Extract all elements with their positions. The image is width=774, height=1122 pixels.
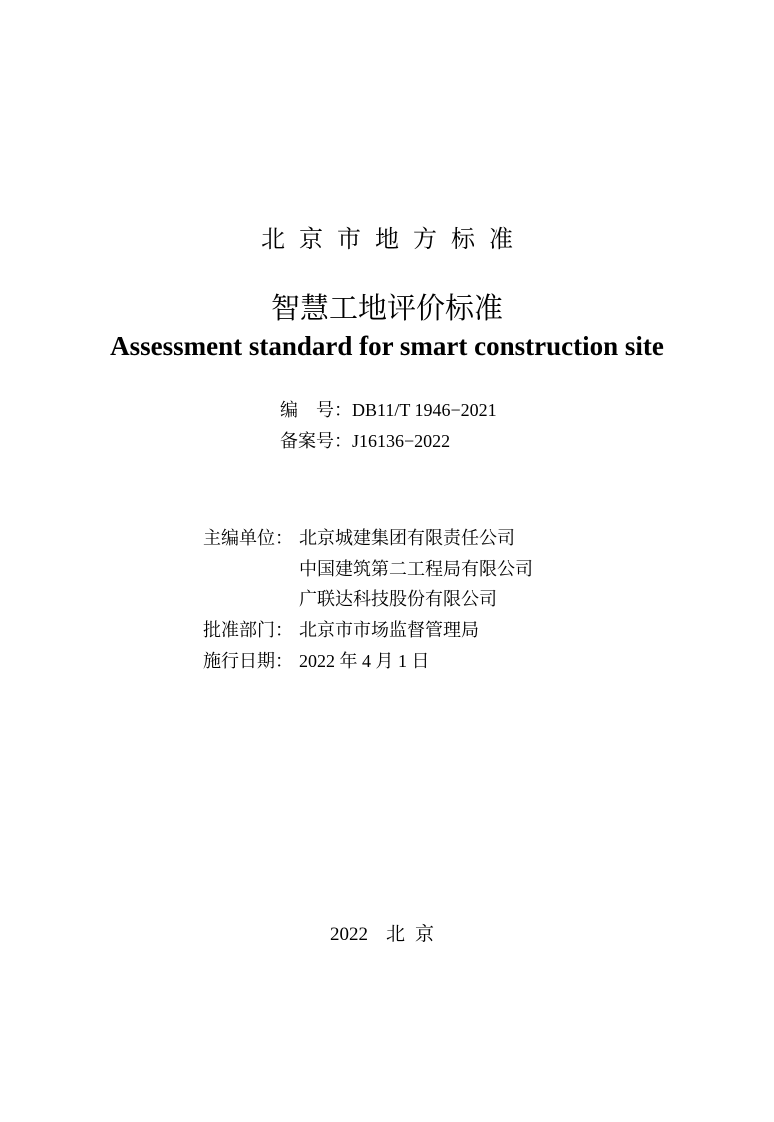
publication-city: 北京 — [385, 923, 444, 945]
chief-editor-label: 主编单位： — [203, 528, 293, 549]
effective-date-label: 施行日期： — [203, 651, 293, 672]
publication-footer — [0, 920, 774, 949]
effective-date-value: 2022 年 4 月 1 日 — [299, 651, 430, 671]
standard-code-row — [280, 397, 497, 424]
filing-number-label: 备案号： — [280, 431, 352, 452]
standard-code-value: DB11/T 1946−2021 — [352, 400, 497, 420]
filing-number-row — [280, 428, 450, 455]
chief-editor-unit: 广联达科技股份有限公司 — [299, 589, 497, 610]
chief-editor-row — [203, 555, 533, 585]
chief-editor-unit: 中国建筑第二工程局有限公司 — [299, 559, 533, 580]
standard-title-chinese: 智慧工地评价标准 — [270, 291, 503, 325]
filing-number-value: J16136−2022 — [352, 431, 451, 451]
local-standard-heading: 北京市地方标准 — [261, 225, 527, 253]
chief-editor-row — [203, 524, 515, 554]
chief-editor-row — [203, 585, 497, 615]
standard-code-label: 编 号： — [280, 400, 352, 421]
standard-title-english: Assessment standard for smart construction site — [110, 331, 664, 361]
chief-editor-unit: 北京城建集团有限责任公司 — [299, 528, 515, 549]
approval-department-row — [203, 616, 479, 646]
approval-department-label: 批准部门： — [203, 620, 293, 641]
publication-year: 2022 — [329, 924, 368, 945]
effective-date-row — [203, 646, 430, 677]
approval-department-value: 北京市市场监督管理局 — [299, 620, 479, 641]
